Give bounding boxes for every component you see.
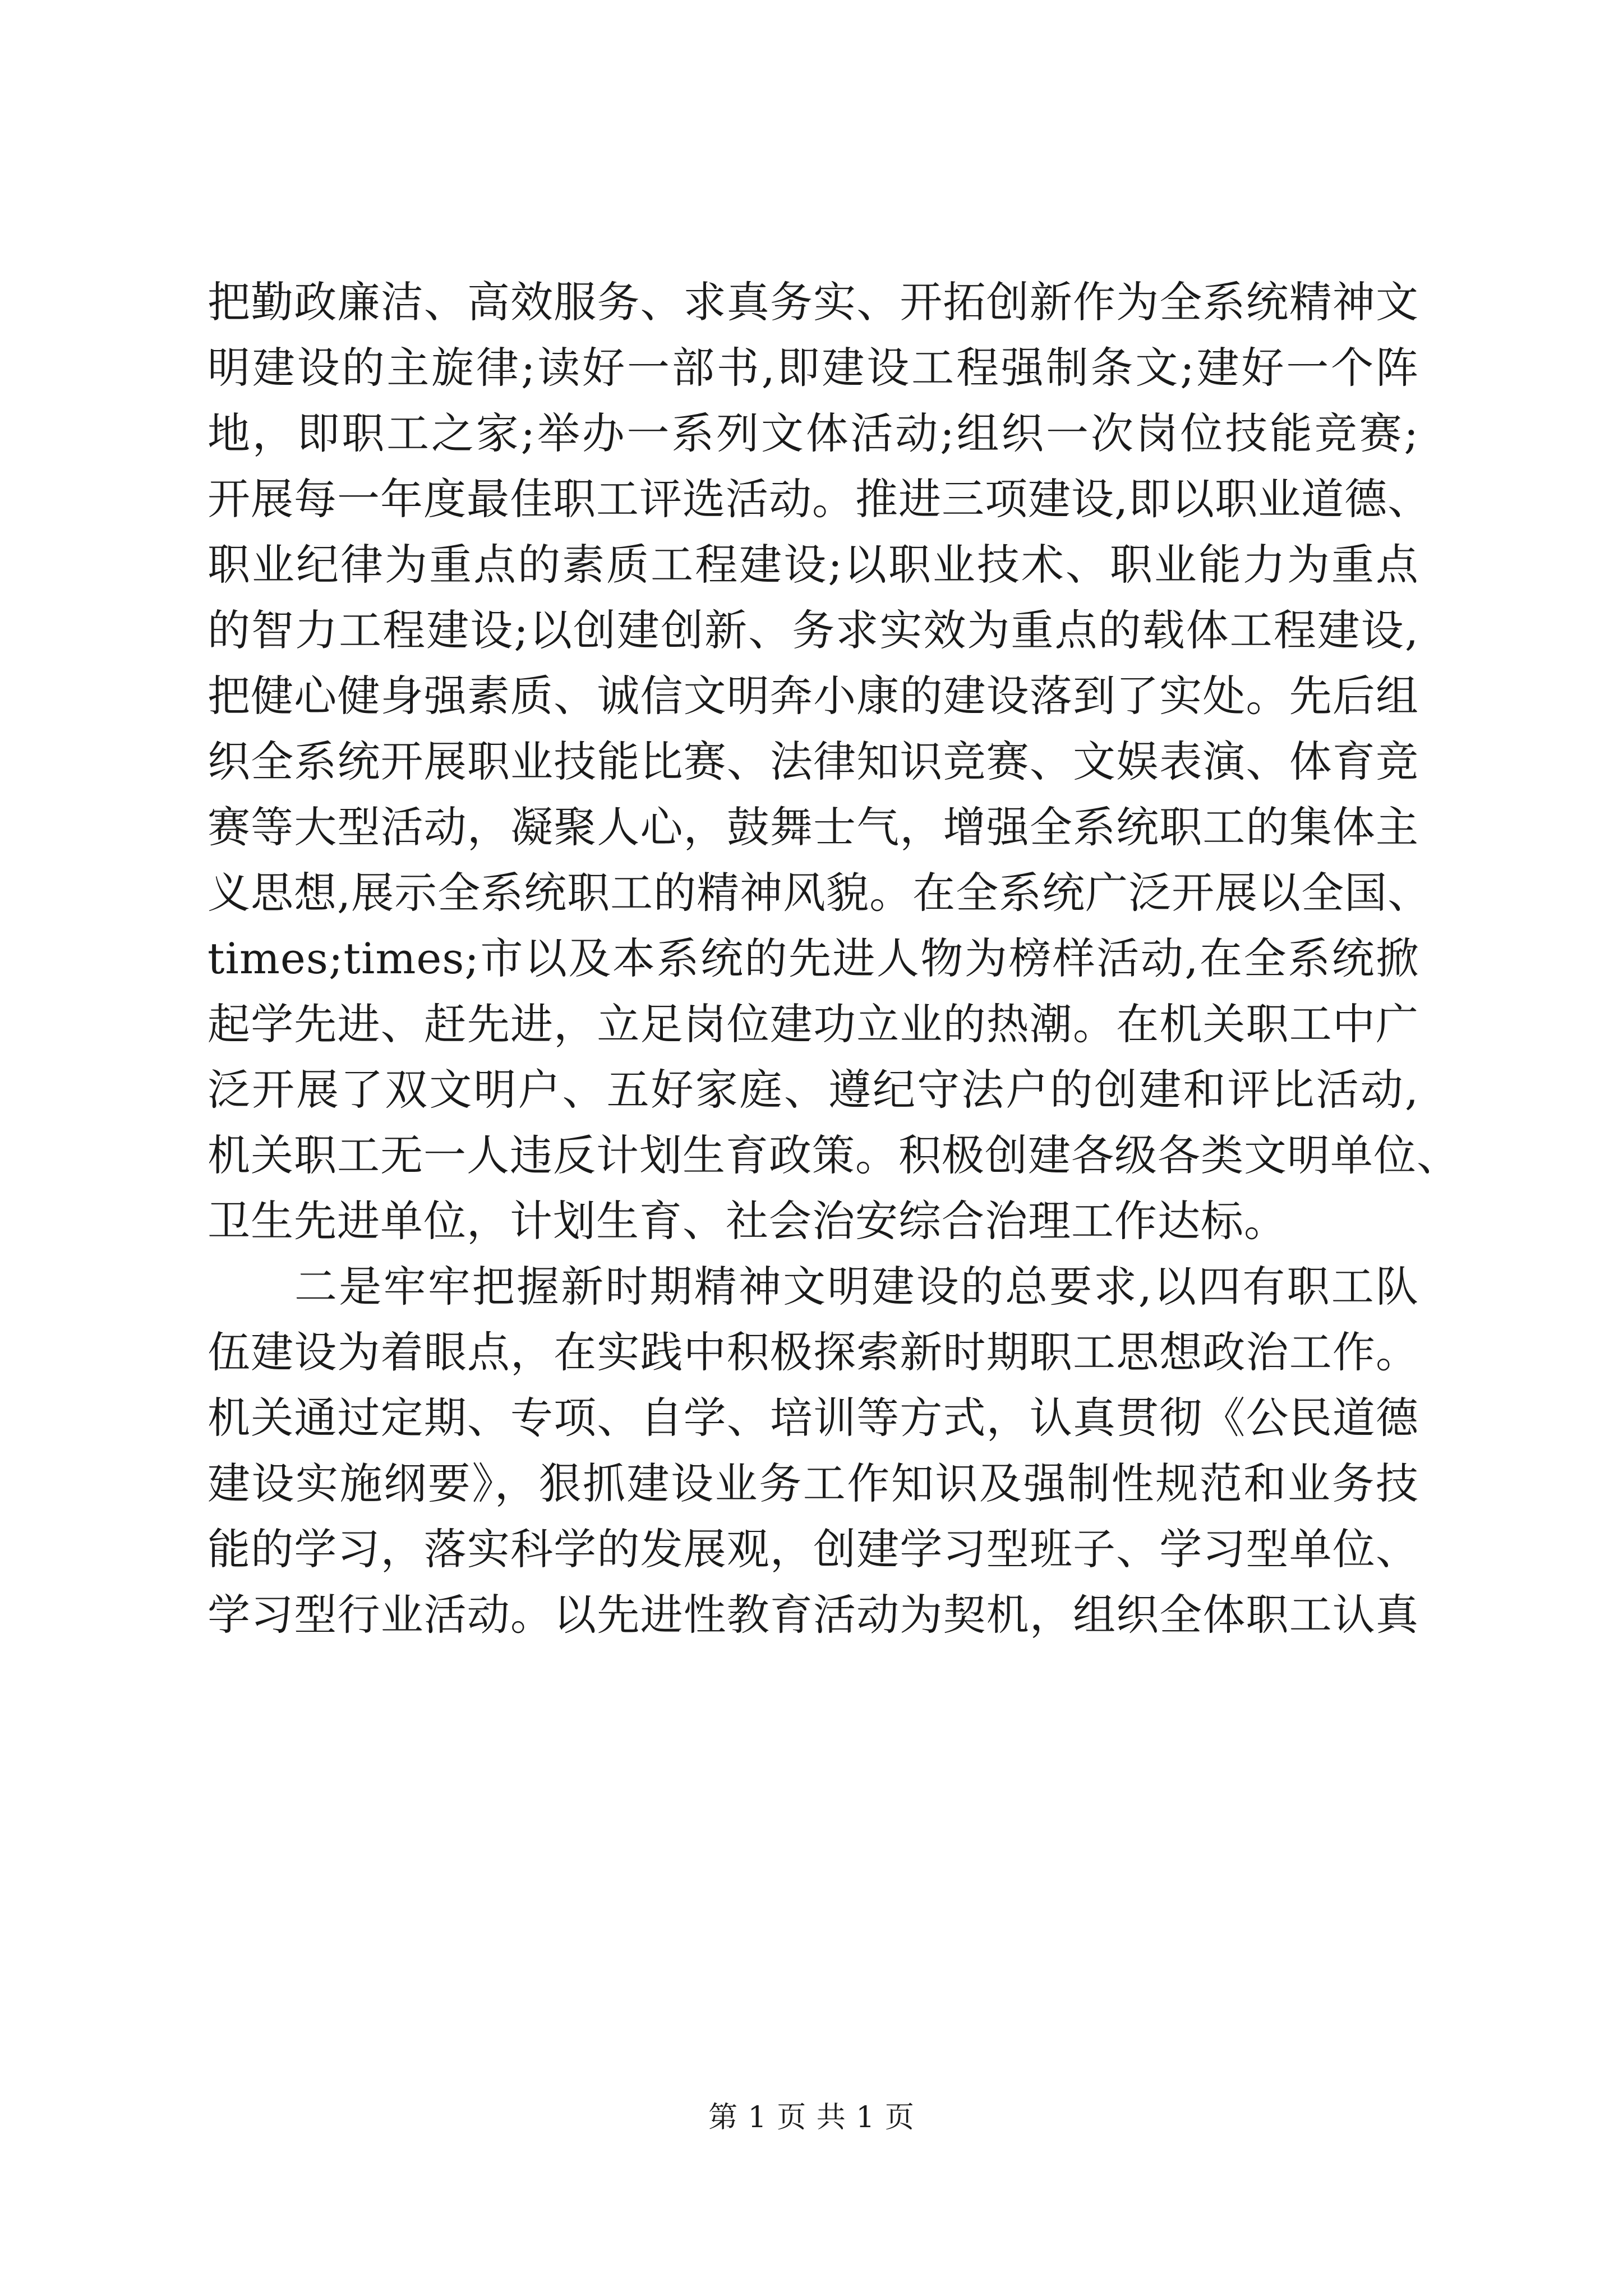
text-line: 机关通过定期、专项、自学、培训等方式，认真贯彻《公民道德 xyxy=(208,1393,1419,1443)
text-line: 职业纪律为重点的素质工程建设;以职业技术、职业能力为重点 xyxy=(208,540,1419,590)
text-line: 赛等大型活动，凝聚人心，鼓舞士气，增强全系统职工的集体主 xyxy=(208,802,1419,852)
page-number-footer: 第 1 页 共 1 页 xyxy=(708,2101,915,2134)
text-line: 明建设的主旋律;读好一部书,即建设工程强制条文;建好一个阵 xyxy=(208,343,1419,393)
text-line: 义思想,展示全系统职工的精神风貌。在全系统广泛开展以全国、 xyxy=(208,868,1431,918)
text-line: 机关职工无一人违反计划生育政策。积极创建各级各类文明单位、 xyxy=(208,1130,1460,1180)
text-line: 能的学习，落实科学的发展观，创建学习型班子、学习型单位、 xyxy=(208,1524,1419,1574)
text-line: 开展每一年度最佳职工评选活动。推进三项建设,即以职业道德、 xyxy=(208,474,1431,524)
text-line: 的智力工程建设;以创建创新、务求实效为重点的载体工程建设, xyxy=(208,605,1419,655)
text-line: 织全系统开展职业技能比赛、法律知识竞赛、文娱表演、体育竞 xyxy=(208,737,1419,786)
body-text xyxy=(208,269,1460,1648)
text-line: 起学先进、赶先进，立足岗位建功立业的热潮。在机关职工中广 xyxy=(208,999,1419,1049)
text-line: 把健心健身强素质、诚信文明奔小康的建设落到了实处。先后组 xyxy=(208,671,1419,721)
paragraph-first-line: 二是牢牢把握新时期精神文明建设的总要求,以四有职工队 xyxy=(294,1262,1419,1312)
text-line: 建设实施纲要》，狠抓建设业务工作知识及强制性规范和业务技 xyxy=(208,1458,1419,1508)
text-line: 泛开展了双文明户、五好家庭、遵纪守法户的创建和评比活动, xyxy=(208,1065,1419,1115)
text-line: times;times;市以及本系统的先进人物为榜样活动,在全系统掀 xyxy=(208,933,1419,983)
text-line: 卫生先进单位，计划生育、社会治安综合治理工作达标。 xyxy=(208,1196,1287,1246)
text-line: 地，即职工之家;举办一系列文体活动;组织一次岗位技能竞赛; xyxy=(208,408,1419,458)
text-line: 把勤政廉洁、高效服务、求真务实、开拓创新作为全系统精神文 xyxy=(208,277,1419,327)
text-line: 伍建设为着眼点，在实践中积极探索新时期职工思想政治工作。 xyxy=(208,1327,1419,1377)
text-line: 学习型行业活动。以先进性教育活动为契机，组织全体职工认真 xyxy=(208,1590,1419,1640)
